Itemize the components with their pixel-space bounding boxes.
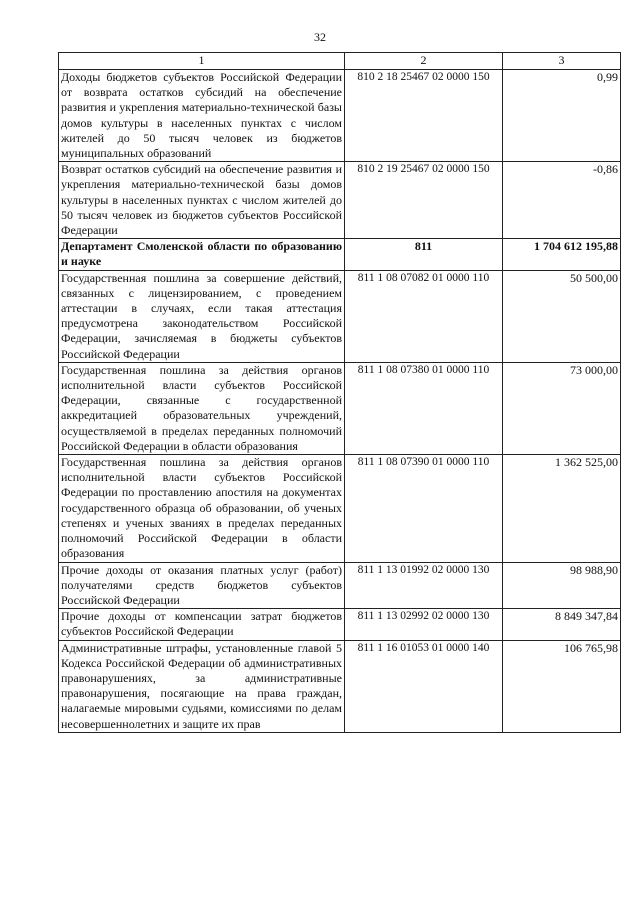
revenue-name: Административные штрафы, установленные главой 5 Кодекса Российской Федерации об административных правонарушениях, за административные правонарушения, посягающие на права граждан, налагаемые мировыми судьями, комиссиями по делам несовершеннолетних и защите их прав	[59, 640, 345, 732]
budget-code: 810 2 19 25467 02 0000 150	[345, 162, 503, 239]
table-row	[59, 562, 621, 609]
revenue-name: Прочие доходы от оказания платных услуг (работ) получателями средств бюджетов субъектов Российской Федерации	[59, 562, 345, 609]
department-name: Департамент Смоленской области по образованию и науке	[59, 239, 345, 270]
budget-code: 811 1 13 01992 02 0000 130	[345, 562, 503, 609]
revenue-name: Государственная пошлина за совершение действий, связанных с лицензированием, с проведением аттестации в случаях, если такая аттестация предусмотрена законодательством Российской Федерации, зачисляемая в бюджеты субъектов Российской Федерации	[59, 270, 345, 362]
revenue-amount: -0,86	[503, 162, 621, 239]
table-row	[59, 162, 621, 239]
budget-code: 811 1 08 07390 01 0000 110	[345, 455, 503, 562]
revenue-name: Государственная пошлина за действия органов исполнительной власти субъектов Российской Федерации по проставлению апостиля на документах государственного образца об образовании, об ученых степенях и ученых званиях в пределах переданных полномочий Российской Федерации в области образования	[59, 455, 345, 562]
column-header-1: 1	[59, 53, 345, 70]
table-row	[59, 362, 621, 454]
budget-code: 811 1 08 07380 01 0000 110	[345, 362, 503, 454]
table-row	[59, 640, 621, 732]
revenue-amount: 8 849 347,84	[503, 609, 621, 640]
revenue-amount: 1 362 525,00	[503, 455, 621, 562]
revenue-amount: 73 000,00	[503, 362, 621, 454]
revenue-amount: 98 988,90	[503, 562, 621, 609]
budget-code: 811 1 13 02992 02 0000 130	[345, 609, 503, 640]
department-row	[59, 239, 621, 270]
revenue-amount: 106 765,98	[503, 640, 621, 732]
revenue-name: Возврат остатков субсидий на обеспечение развития и укрепления материально-технической базы домов культуры в населенных пунктах с числом жителей до 50 тысяч человек из бюджетов субъектов Российской Федерации	[59, 162, 345, 239]
table-header-row	[59, 53, 621, 70]
revenue-amount: 50 500,00	[503, 270, 621, 362]
revenue-name: Государственная пошлина за действия органов исполнительной власти субъектов Российской Федерации, связанные с государственной аккредитацией образовательных учреждений, осуществляемой в пределах переданных полномочий Российской Федерации в области образования	[59, 362, 345, 454]
department-total: 1 704 612 195,88	[503, 239, 621, 270]
table-row	[59, 609, 621, 640]
budget-code: 811 1 08 07082 01 0000 110	[345, 270, 503, 362]
revenue-name: Прочие доходы от компенсации затрат бюджетов субъектов Российской Федерации	[59, 609, 345, 640]
column-header-3: 3	[503, 53, 621, 70]
department-code: 811	[345, 239, 503, 270]
budget-code: 811 1 16 01053 01 0000 140	[345, 640, 503, 732]
revenue-amount: 0,99	[503, 70, 621, 162]
table-row	[59, 455, 621, 562]
column-header-2: 2	[345, 53, 503, 70]
page-number: 32	[314, 30, 326, 44]
revenue-table	[58, 52, 621, 733]
table-row	[59, 270, 621, 362]
table-row	[59, 70, 621, 162]
budget-code: 810 2 18 25467 02 0000 150	[345, 70, 503, 162]
revenue-name: Доходы бюджетов субъектов Российской Федерации от возврата остатков субсидий на обеспечение развития и укрепления материально-технической базы домов культуры в населенных пунктах с числом жителей до 50 тысяч человек из бюджетов муниципальных образований	[59, 70, 345, 162]
